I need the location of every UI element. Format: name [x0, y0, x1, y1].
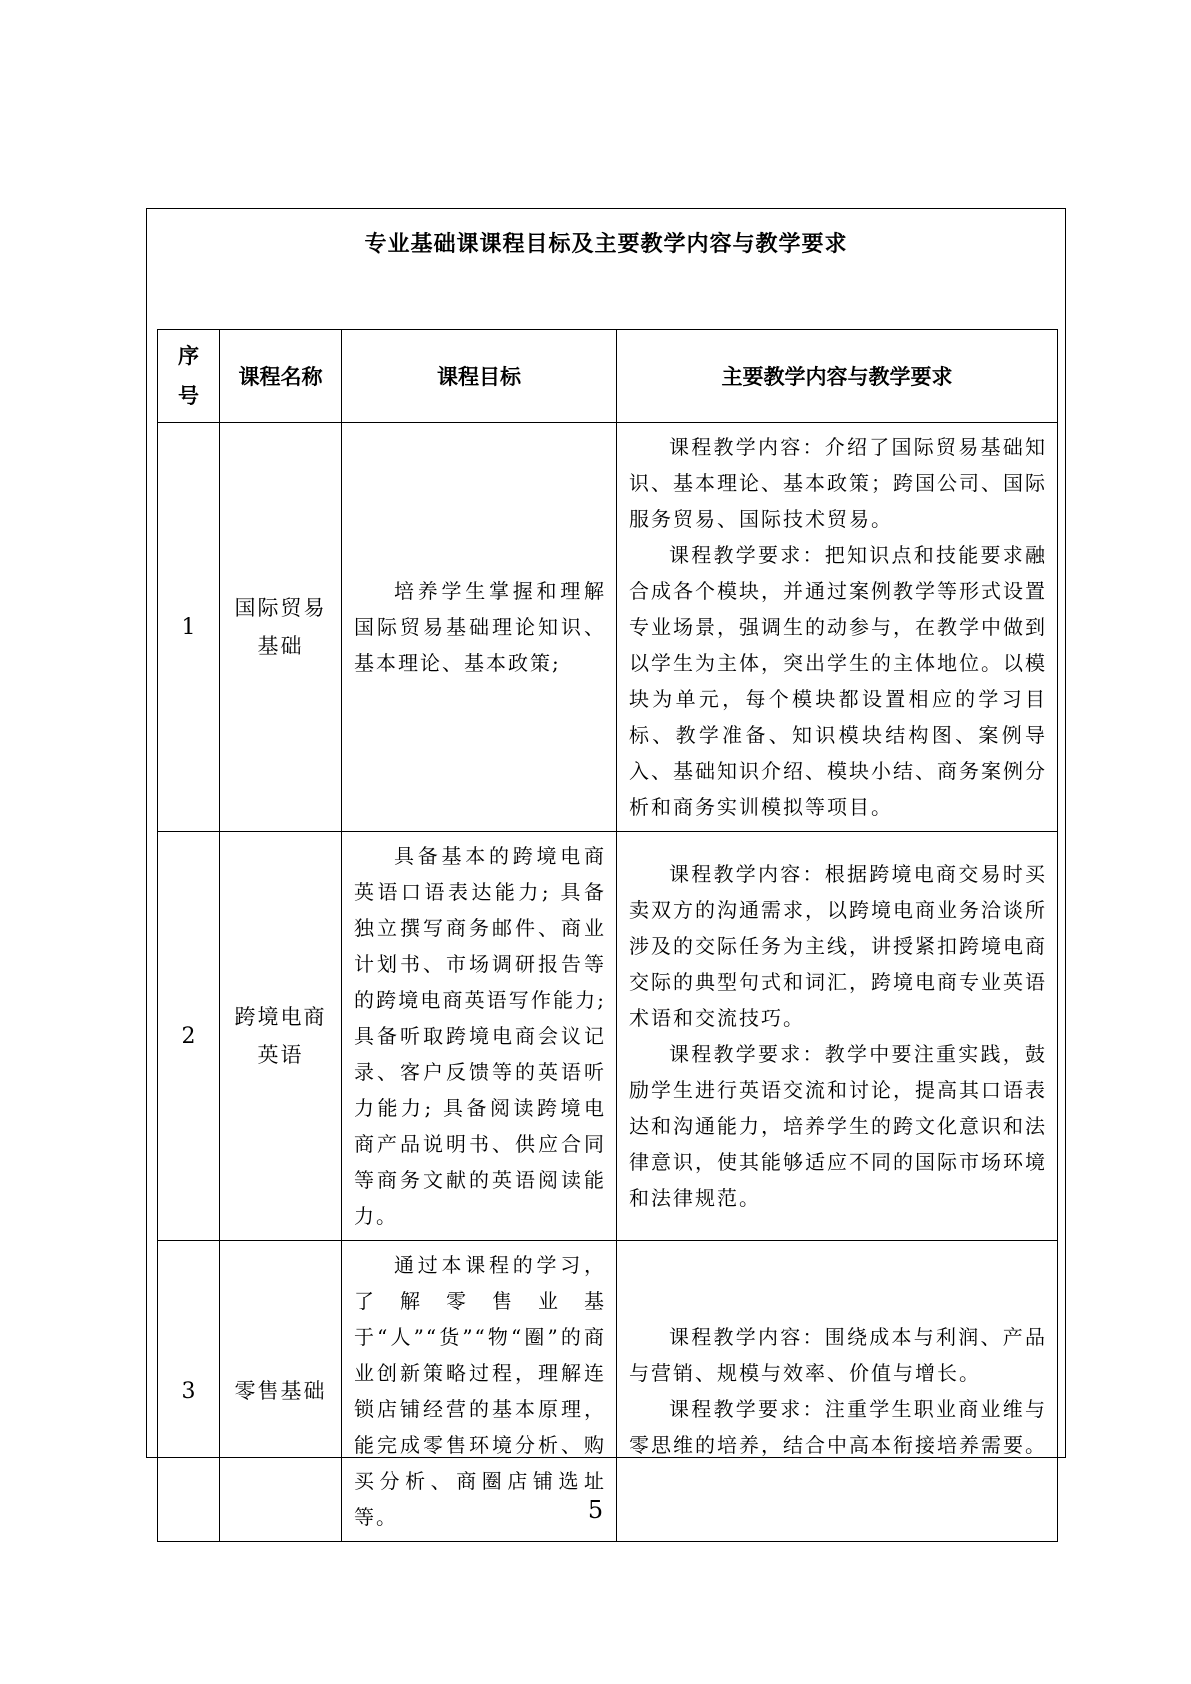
row-content [617, 423, 1058, 832]
content-paragraph: 课程教学内容：围绕成本与利润、产品与营销、规模与效率、价值与增长。 [629, 1325, 1047, 1385]
row-no: 2 [158, 832, 220, 1241]
header-name: 课程名称 [220, 330, 342, 423]
course-table [157, 329, 1058, 1542]
row-name-label: 跨境电商英语 [234, 1005, 327, 1067]
content-paragraph: 课程教学内容：介绍了国际贸易基础知识、基本理论、基本政策；跨国公司、国际服务贸易、国际技术贸易。 [629, 435, 1047, 531]
row-no: 1 [158, 423, 220, 832]
table-row [158, 832, 1058, 1241]
header-no [158, 330, 220, 423]
row-name [220, 423, 342, 832]
table-header-row [158, 330, 1058, 423]
content-paragraph: 课程教学内容：根据跨境电商交易时买卖双方的沟通需求，以跨境电商业务洽谈所涉及的交际任务为主线，讲授紧扣跨境电商交际的典型句式和词汇，跨境电商专业英语术语和交流技巧。 [629, 862, 1047, 1030]
section-title: 专业基础课课程目标及主要教学内容与教学要求 [364, 232, 848, 257]
header-goal: 课程目标 [342, 330, 617, 423]
requirement-paragraph: 课程教学要求：教学中要注重实践，鼓励学生进行英语交流和讨论，提高其口语表达和沟通能力，培养学生的跨文化意识和法律意识，使其能够适应不同的国际市场环境和法律规范。 [629, 1042, 1047, 1210]
goal-text: 具备基本的跨境电商英语口语表达能力; 具备独立撰写商务邮件、商业计划书、市场调研报告等的跨境电商英语写作能力; 具备听取跨境电商会议记录、客户反馈等的英语听力能力; 具备阅读跨境电商产品说明书、供应合同等商务文献的英语阅读能力。 [354, 844, 606, 1228]
requirement-paragraph: 课程教学要求：把知识点和技能要求融合成各个模块，并通过案例教学等形式设置专业场景，强调生的动参与，在教学中做到以学生为主体，突出学生的主体地位。以模块为单元，每个模块都设置相应的学习目标、教学准备、知识模块结构图、案例导入、基础知识介绍、模块小结、商务案例分析和商务实训模拟等项目。 [629, 543, 1047, 819]
row-content [617, 832, 1058, 1241]
page-number: 5 [587, 1496, 604, 1524]
row-goal [342, 423, 617, 832]
row-name [220, 832, 342, 1241]
goal-text: 通过本课程的学习，了解零售业基于“人”“货”“物“圈”的商业创新策略过程，理解连锁店铺经营的基本原理，能完成零售环境分析、购买分析、商圈店铺选址等。 [354, 1253, 606, 1529]
goal-text: 培养学生掌握和理解国际贸易基础理论知识、基本理论、基本政策; [354, 579, 606, 675]
outer-frame [146, 208, 1066, 1529]
header-no-label: 序号 [178, 344, 199, 408]
row-name: 零售基础 [220, 1241, 342, 1542]
table-row [158, 423, 1058, 832]
header-content: 主要教学内容与教学要求 [617, 330, 1058, 423]
row-goal [342, 832, 617, 1241]
row-no: 3 [158, 1241, 220, 1542]
row-name-label: 国际贸易基础 [234, 596, 327, 658]
requirement-paragraph: 课程教学要求：注重学生职业商业维与零思维的培养，结合中高本衔接培养需要。 [629, 1397, 1047, 1457]
